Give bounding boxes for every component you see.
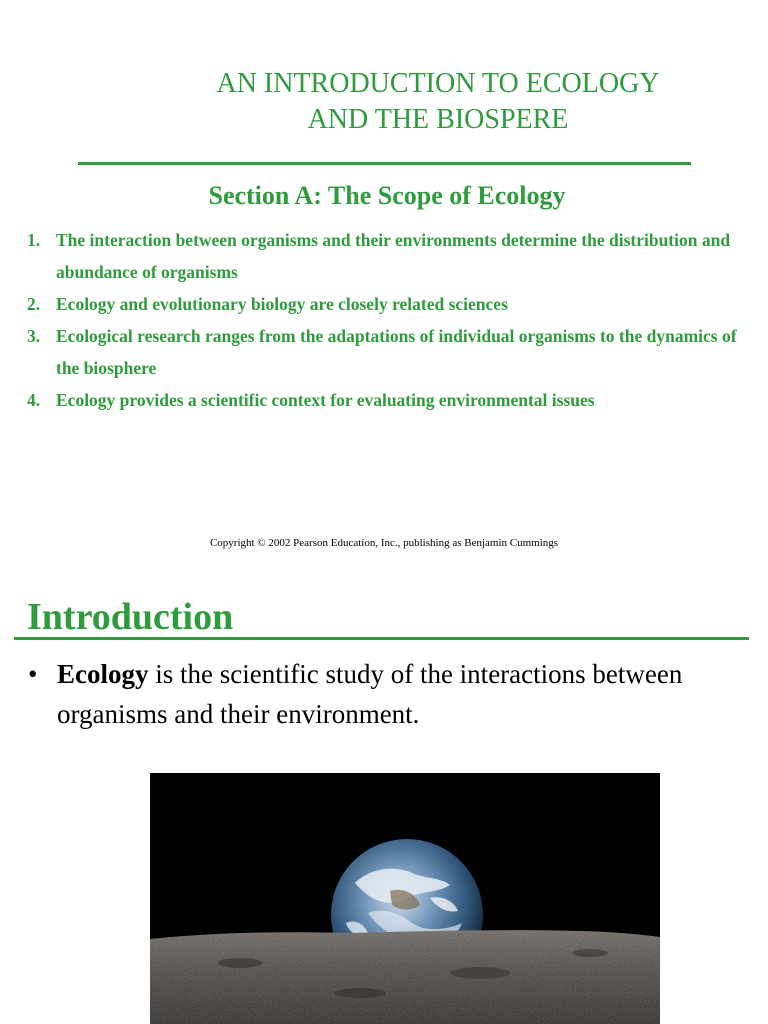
title-divider [78,162,691,165]
main-title-line-1: AN INTRODUCTION TO ECOLOGY [216,68,660,99]
heading-divider [14,637,749,640]
main-title-line-2: AND THE BIOSPERE [307,104,569,135]
bullet-term: Ecology [57,659,149,689]
list-item [27,288,747,320]
moon-surface-icon [150,930,660,1024]
earthrise-photo-icon [150,773,660,1024]
earthrise-photo [150,773,660,1024]
definition-bullet [28,654,728,734]
list-item-number: 3. [27,326,41,346]
list-item-number: 2. [27,294,41,314]
section-title: Section A: The Scope of Ecology [208,181,566,210]
list-item-text: The interaction between organisms and their environments determine the distribution and abundance of organisms [56,230,731,282]
introduction-heading: Introduction [27,596,234,638]
list-item [27,320,747,384]
list-item [27,384,747,416]
slide-introduction-section [0,570,768,1024]
concept-list [27,224,747,416]
list-item-text: Ecology and evolutionary biology are closely related sciences [56,294,508,314]
list-item [27,224,747,288]
list-item-number: 4. [27,390,41,410]
copyright-notice: Copyright © 2002 Pearson Education, Inc., publishing as Benjamin Cummings [209,537,559,549]
list-item-number: 1. [27,230,41,250]
bullet-icon: • [28,659,38,689]
main-title [0,66,768,138]
list-item-text: Ecology provides a scientific context for evaluating environmental issues [56,390,595,410]
list-item-text: Ecological research ranges from the adaptations of individual organisms to the dynamics of the biosphere [56,326,737,378]
bullet-definition: is the scientific study of the interactions between organisms and their environment. [57,659,683,729]
bullet-text [57,654,728,734]
